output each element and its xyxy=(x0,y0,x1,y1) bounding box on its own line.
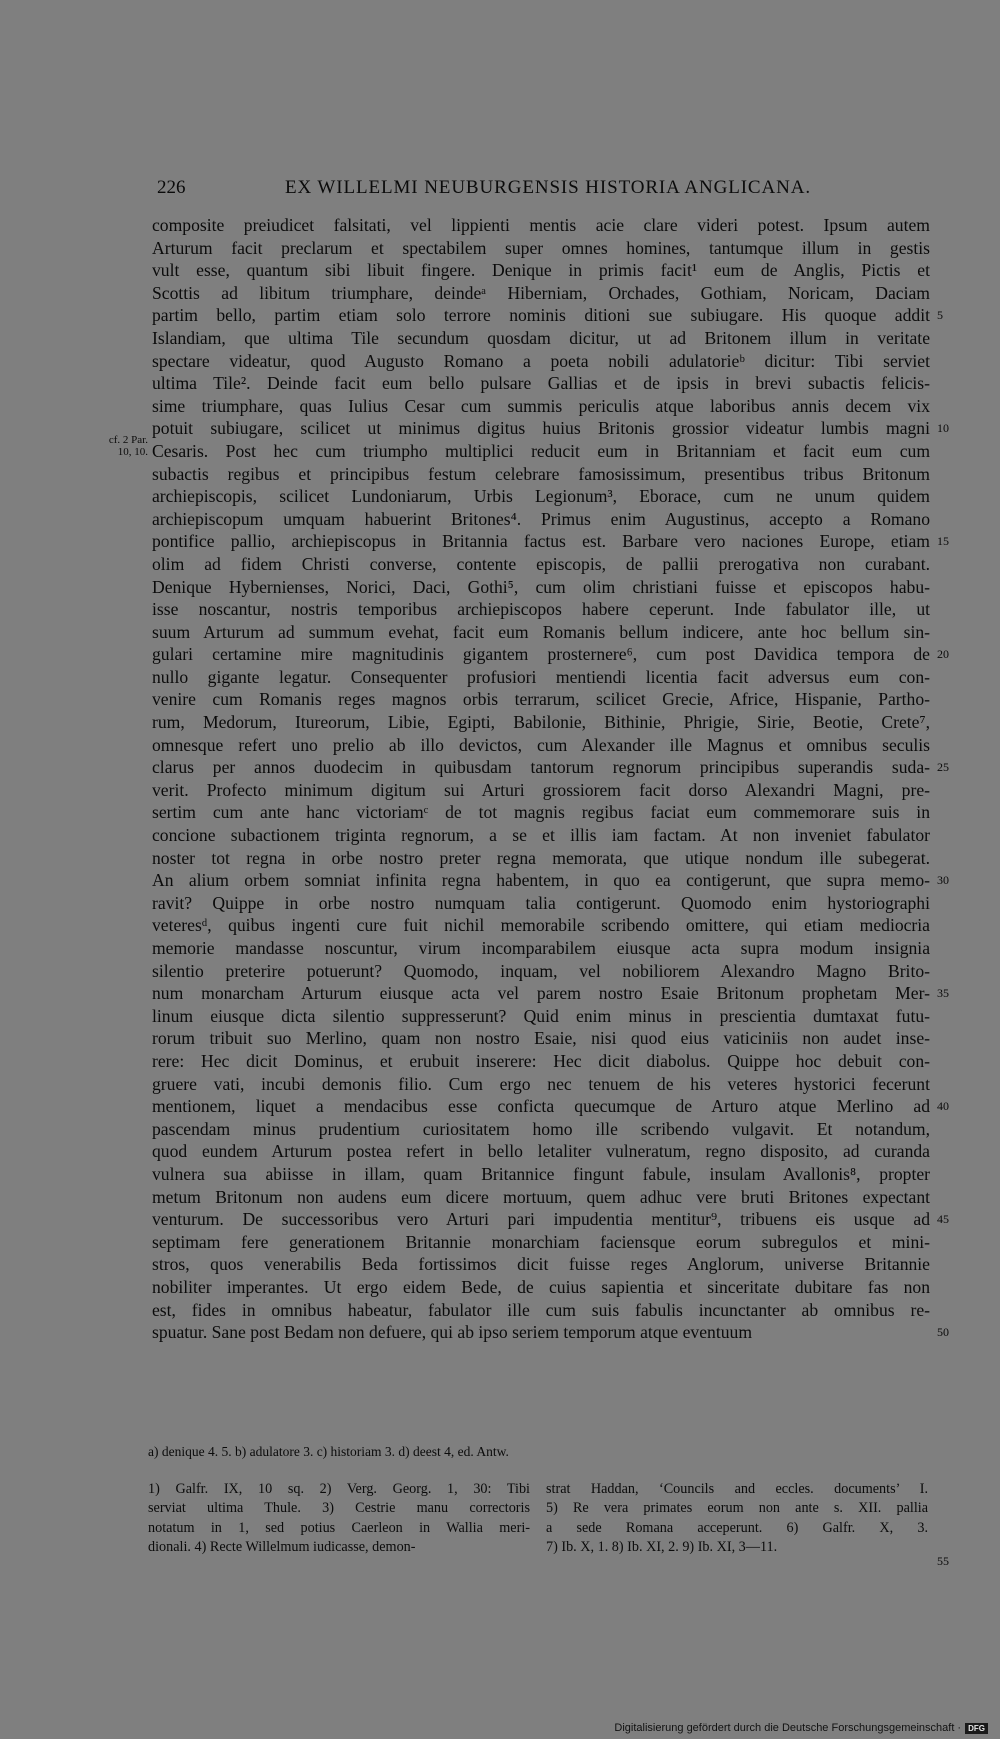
text-line: archiepiscopum umquam habuerint Britones⁴. Primus enim Augustinus, accepto a Romano xyxy=(152,508,930,529)
text-line: stros, quos venerabilis Beda fortissimos dicit fuisse reges Anglorum, universe Britannie xyxy=(152,1254,930,1275)
text-line: Cesaris. Post hec cum triumpho multiplici reducit eum in Britanniam et facit eum cum xyxy=(152,440,930,461)
text-line: archiepiscopis, scilicet Lundoniarum, Urbis Legionum³, Eborace, cum ne unum quidem xyxy=(152,486,930,507)
text-line: Denique Hybernienses, Norici, Daci, Gothi⁵, cum olim christiani fuisse et episcopos habu- xyxy=(152,576,930,597)
text-line: omnesque refert uno prelio ab illo devictos, cum Alexander ille Magnus et omnibus seculis xyxy=(152,734,930,755)
text-line: An alium orbem somniat infinita regna habentem, in quo ea contigerunt, que supra memo- xyxy=(152,870,930,891)
text-line: potuit subiugare, scilicet ut minimus digitus huius Britonis grossior videatur lumbis magni xyxy=(152,418,930,439)
text-line: ultima Tile². Deinde facit eum bello pulsare Gallias et de ipsis in brevi subactis felicis- xyxy=(152,373,930,394)
text-line: sertim cum ante hanc victoriamᶜ de tot magnis regibus faciat eum commemorare suis in xyxy=(152,802,930,823)
text-line: Islandiam, que ultima Tile secundum quosdam dicitur, ut ad Britonem illum in veritate xyxy=(152,327,930,348)
running-title: EX WILLELMI NEUBURGENSIS HISTORIA ANGLICANA. xyxy=(285,177,812,198)
text-line: mentionem, liquet a mendacibus esse conficta quecumque de Arturo atque Merlino ad xyxy=(152,1096,930,1117)
line-number: 35 xyxy=(937,986,949,1001)
line-number: 25 xyxy=(937,760,949,775)
margin-reference-line: cf. 2 Par. xyxy=(108,434,148,446)
footnote-line: dionali. 4) Recte Willelmum iudicasse, demon- xyxy=(148,1539,416,1556)
text-line: nobiliter imperantes. Ut ergo eidem Bede, de cuius sapientia et sinceritate dubitare fas non xyxy=(152,1276,930,1297)
variant-readings: a) denique 4. 5. b) adulatore 3. c) historiam 3. d) deest 4, ed. Antw. xyxy=(148,1444,509,1459)
footnote-line: 1) Galfr. IX, 10 sq. 2) Verg. Georg. 1, 30: Tibi xyxy=(148,1481,530,1497)
text-line: subactis regibus et principibus festum celebrare famosissimum, presentibus tribus Britonum xyxy=(152,463,930,484)
text-line: spectare videatur, quod Augusto Romano a poeta nobili adulatorieᵇ dicitur: Tibi serviet xyxy=(152,350,930,371)
text-line: spuatur. Sane post Bedam non defuere, qui ab ipso seriem temporum atque eventuum xyxy=(152,1322,752,1343)
text-line: vulnera sua abiisse in illam, quam Britannice fingunt fabule, insulam Avallonis⁸, propter xyxy=(152,1163,930,1184)
text-line: suum Arturum ad summum evehat, facit eum Romanis bellum indicere, ante hoc bellum sin- xyxy=(152,621,930,642)
text-line: concione subactionem triginta regnorum, a se et illis iam factam. At non inveniet fabulator xyxy=(152,825,930,846)
line-number: 15 xyxy=(937,534,949,549)
text-line: isse noscantur, nostris temporibus archiepiscopos habere ceperunt. Inde fabulator ille, ut xyxy=(152,599,930,620)
text-line: noster tot regna in orbe nostro preter regna memorata, que utique nondum ille subegerat. xyxy=(152,847,930,868)
footnote-line: 7) Ib. X, 1. 8) Ib. XI, 2. 9) Ib. XI, 3—11. xyxy=(546,1539,778,1556)
text-line: ravit? Quippe in orbe nostro numquam talia contigerunt. Quomodo enim hystoriographi xyxy=(152,892,930,913)
line-number: 20 xyxy=(937,647,949,662)
text-line: silentio preterire potuerunt? Quomodo, inquam, vel nobiliorem Alexandro Magno Brito- xyxy=(152,960,930,981)
text-line: gruere vati, incubi demonis filio. Cum ergo nec tenuem de his veteres hystorici fecerunt xyxy=(152,1073,930,1094)
text-line: gulari certamine mire magnitudinis gigantem prosternere⁶, cum post Davidica tempora de xyxy=(152,644,930,665)
footnotes xyxy=(148,1480,930,1580)
text-line: pascendam minus prudentium curiositatem homo ille scribendo vulgavit. Et notandum, xyxy=(152,1118,930,1139)
text-line: nullo gigante legatur. Consequenter profusiori mentiendi licentia facit adversus eum con- xyxy=(152,666,930,687)
line-number: 5 xyxy=(937,308,943,323)
text-line: rum, Medorum, Itureorum, Libie, Egipti, Babilonie, Bithinie, Phrigie, Sirie, Beotie, Crete⁷, xyxy=(152,712,930,733)
line-number: 40 xyxy=(937,1099,949,1114)
text-line: pontifice pallio, archiepiscopus in Britannia factus est. Barbare vero naciones Europe, etiam xyxy=(152,531,930,552)
text-line: venturum. De successoribus vero Arturi pari impudentia mentitur⁹, tribuens eis usque ad xyxy=(152,1209,930,1230)
page-header xyxy=(157,177,812,203)
margin-reference-line: 10, 10. xyxy=(117,446,148,458)
text-line: venire cum Romanis reges magnos orbis terrarum, scilicet Grecie, Africe, Hispanie, Partho- xyxy=(152,689,930,710)
footnotes-left-column xyxy=(148,1480,530,1558)
footnote-line-number: 55 xyxy=(937,1554,949,1568)
text-line: metum Britonum non audens eum dicere mortuum, quem adhuc vere bruti Britones expectant xyxy=(152,1186,930,1207)
text-line: vult esse, quantum sibi libuit fingere. Denique in primis facit¹ eum de Anglis, Pictis et xyxy=(152,260,930,281)
text-line: rere: Hec dicit Dominus, et erubuit inserere: Hec dicit diabolus. Quippe hoc debuit con- xyxy=(152,1050,930,1071)
text-line: partim bello, partim etiam solo terrore nominis ditioni sue subiugare. His quoque addit xyxy=(152,305,930,326)
line-number: 10 xyxy=(937,421,949,436)
text-line: memorie mandasse noscuntur, virum incomparabilem eiusque acta supra modum insignia xyxy=(152,938,930,958)
line-number: 30 xyxy=(937,873,949,888)
text-line: clarus per annos duodecim in quibusdam tantorum regnorum principibus superandis suda- xyxy=(152,757,930,778)
credit-text: Digitalisierung gefördert durch die Deutsche Forschungsgemeinschaft · xyxy=(614,1722,962,1734)
footnote-line: strat Haddan, ‘Councils and eccles. documents’ I. xyxy=(546,1481,928,1497)
line-number: 50 xyxy=(937,1325,949,1340)
text-line: quod eundem Arturum postea refert in bello letaliter vulneratum, regno disposito, ad curanda xyxy=(152,1141,930,1162)
text-line: septimam fere generationem Britannie monarchiam faciensque eorum subregulos et mini- xyxy=(152,1231,930,1252)
text-line: olim ad fidem Christi converse, contente episcopis, de pallii prerogativa non curabant. xyxy=(152,553,930,574)
text-line: composite preiudicet falsitati, vel lippienti mentis acie clare videri potest. Ipsum autem xyxy=(152,215,930,235)
footnote-line: a sede Romana acceperunt. 6) Galfr. X, 3. xyxy=(546,1519,928,1536)
text-line: sime triumphare, quas Iulius Cesar cum summis periculis atque laboribus annis decem vix xyxy=(152,395,930,416)
main-text xyxy=(152,214,930,1344)
footnotes-right-column xyxy=(546,1480,928,1558)
text-line: veteresᵈ, quibus ingenti cure fuit nichil memorabile scribendo omittere, qui etiam mediocria xyxy=(152,915,930,936)
text-line: verit. Profecto minimum digitum sui Arturi grossiorem facit dorso Alexandri Magni, pre- xyxy=(152,779,930,800)
text-line: num monarcham Arturum eiusque acta vel parem nostro Esaie Britonum prophetam Mer- xyxy=(152,983,930,1004)
text-line: Arturum facit preclarum et spectabilem super omnes homines, tantumque illum in gestis xyxy=(152,237,930,258)
text-line: Scottis ad libitum triumphare, deindeᵃ Hiberniam, Orchades, Gothiam, Noricam, Daciam xyxy=(152,282,930,303)
margin-reference xyxy=(96,434,148,458)
page-number: 226 xyxy=(157,177,186,198)
text-line: linum eiusque dicta silentio suppresserunt? Quid enim minus in prescientia dumtaxat futu- xyxy=(152,1005,930,1026)
footnote-line: serviat ultima Thule. 3) Cestrie manu correctoris xyxy=(148,1500,530,1517)
footnote-line: 5) Re vera primates eorum non ante s. XII. pallia xyxy=(546,1500,928,1517)
footnote-line: notatum in 1, sed potius Caerleon in Wallia meri- xyxy=(148,1519,530,1536)
text-line: est, fides in omnibus habeatur, fabulator ille cum suis fabulis incunctanter ab omnibus re- xyxy=(152,1299,930,1320)
text-line: rorum tribuit suo Merlino, quam non nostro Esaie, nisi quod eius vaticiniis non audet inse- xyxy=(152,1028,930,1049)
line-number: 45 xyxy=(937,1212,949,1227)
digitization-credit xyxy=(614,1722,988,1734)
dfg-logo-icon: DFG xyxy=(965,1723,988,1734)
